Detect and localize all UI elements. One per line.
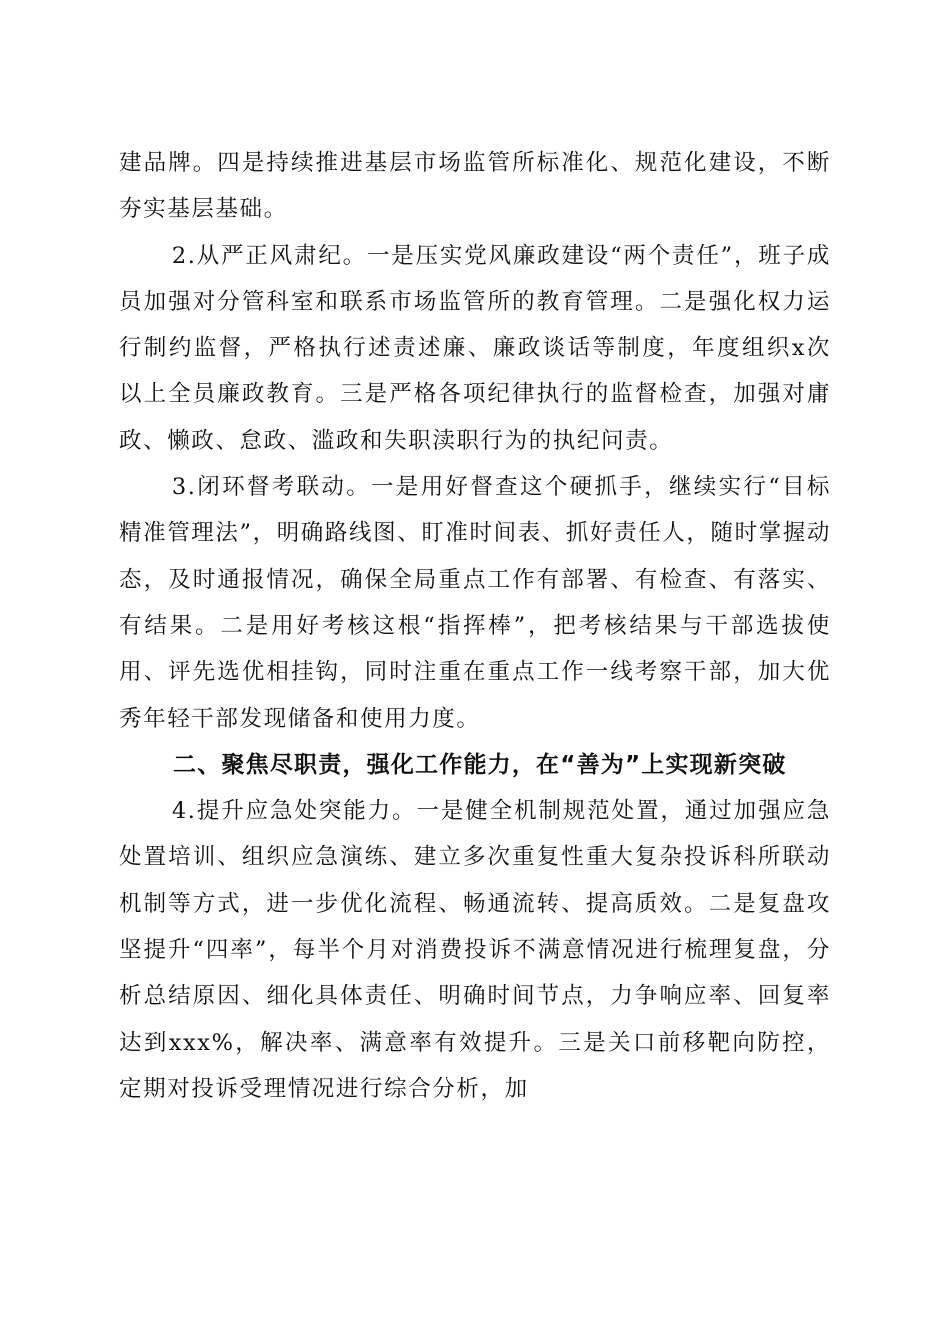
paragraph-item-4: 4.提升应急处突能力。一是健全机制规范处置，通过加强应急处置培训、组织应急演练、建立多次重复性重大复杂投诉科所联动机制等方式，进一步优化流程、畅通流转、提高质效。二是复盘攻坚提升“四率”，每半个月对消费投诉不满意情况进行梳理复盘，分析总结原因、细化具体责任、明确时间节点，力争响应率、回复率达到xxx%，解决率、满意率有效提升。三是关口前移靶向防控，定期对投诉受理情况进行综合分析，加 (119, 798, 831, 1102)
document-body (119, 140, 831, 1112)
paragraph-continuation: 建品牌。四是持续推进基层市场监管所标准化、规范化建设，不断夯实基层基础。 (119, 150, 831, 223)
section-heading-2: 二、聚焦尽职责，强化工作能力，在“善为”上实现新突破 (173, 751, 787, 778)
paragraph-item-3: 3.闭环督考联动。一是用好督查这个硬抓手，继续实行“目标精准管理法”，明确路线图、盯准时间表、抓好责任人，随时掌握动态，及时通报情况，确保全局重点工作有部署、有检查、有落实、有结果。二是用好考核这根“指挥棒”，把考核结果与干部选拔使用、评先选优相挂钩，同时注重在重点工作一线考察干部，加大优秀年轻干部发现储备和使用力度。 (119, 474, 832, 732)
paragraph-item-2: 2.从严正风肃纪。一是压实党风廉政建设“两个责任”，班子成员加强对分管科室和联系市场监管所的教育管理。二是强化权力运行制约监督，严格执行述责述廉、廉政谈话等制度，年度组织x次以上全员廉政教育。三是严格各项纪律执行的监督检查，加强对庸政、懒政、怠政、滥政和失职渎职行为的执纪问责。 (119, 242, 831, 454)
